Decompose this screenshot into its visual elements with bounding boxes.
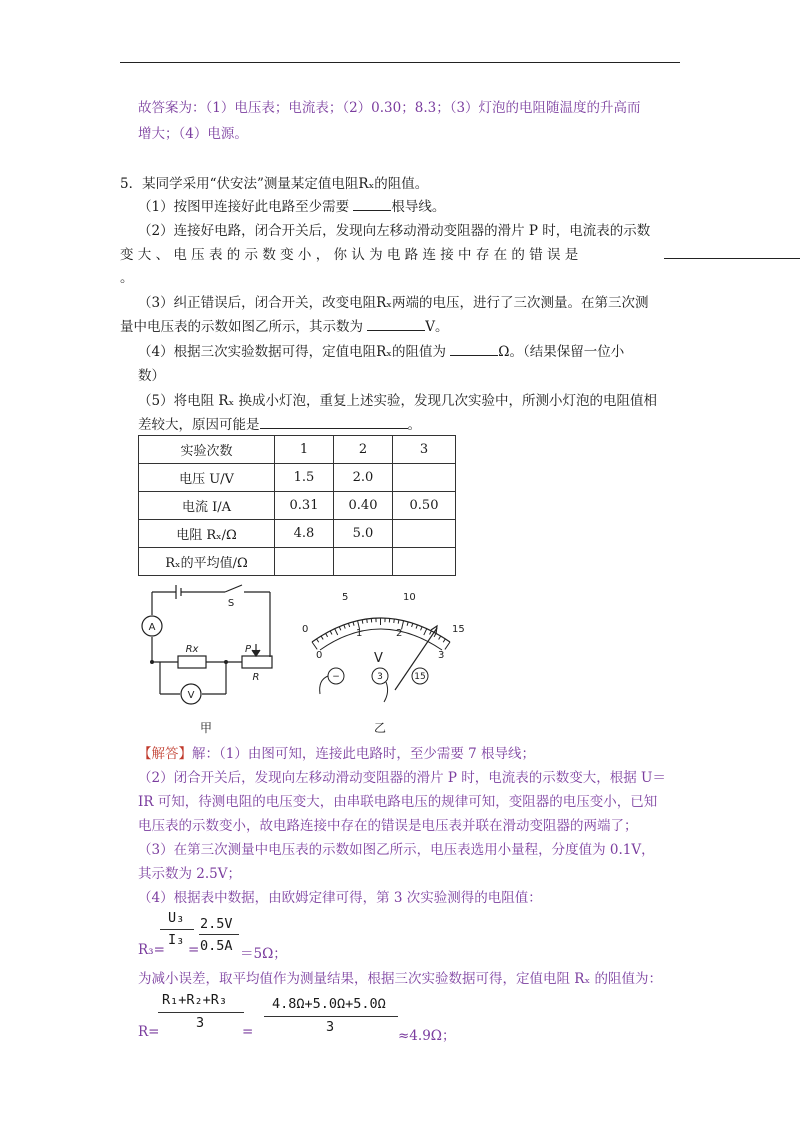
answer-line-6: 其示数为 2.5V；	[138, 866, 242, 882]
formula2-den2: 3	[326, 1019, 335, 1035]
dial-tick	[398, 620, 399, 624]
dial-tick	[312, 642, 317, 649]
terminal-3-label: 3	[377, 672, 383, 682]
formula1-lhs: R₃=	[138, 942, 165, 958]
question-stem: 5．某同学采用“伏安法”测量某定值电阻Rₓ的阻值。	[120, 176, 429, 192]
table-cell: 电流 I/A	[139, 492, 275, 520]
voltmeter-dial	[290, 584, 470, 740]
table-cell: 0.40	[334, 492, 393, 520]
dial-tick	[317, 639, 319, 642]
table-cell: 电压 U/V	[139, 464, 275, 492]
formula1-num1: U₃	[168, 910, 185, 926]
formula1-num2: 2.5V	[200, 916, 233, 932]
rx-resistor	[178, 656, 206, 668]
answer-blank-5[interactable]	[260, 416, 408, 429]
formula1-eq: =	[188, 942, 200, 958]
table-cell: 0.31	[275, 492, 334, 520]
table-cell: 0.50	[393, 492, 456, 520]
terminal-15-label: 15	[414, 672, 426, 682]
table-cell: 电阻 Rₓ/Ω	[139, 520, 275, 548]
table-row	[139, 548, 456, 576]
answer-line-7: （4）根据表中数据，由欧姆定律可得，第 3 次实验测得的电阻值：	[138, 890, 542, 906]
answer-blank-3[interactable]	[367, 318, 425, 331]
formula2-bar1	[158, 1012, 244, 1013]
formula2-bar2	[264, 1016, 398, 1017]
circuit-caption: 甲	[199, 721, 213, 735]
table-cell	[275, 548, 334, 576]
table-cell	[334, 548, 393, 576]
terminal-negative-label: −	[332, 672, 340, 682]
answer-line-1: 【解答】解：（1）由图可知，连接此电路时，至少需要 7 根导线；	[138, 746, 536, 762]
ammeter-label: A	[148, 622, 156, 633]
dial-tick	[412, 623, 413, 627]
dial-outer-10: 10	[403, 592, 416, 603]
answer-line-8: 为减小误差，取平均值作为测量结果，根据三次实验数据可得，定值电阻 Rₓ 的阻值为：	[138, 971, 662, 987]
question-part-2-end: 。	[120, 270, 134, 286]
dial-tick	[443, 639, 445, 642]
dial-tick	[424, 629, 427, 635]
formula1-den2: 0.5A	[200, 938, 233, 954]
table-row	[139, 492, 456, 520]
dial-inner-0: 0	[316, 650, 323, 661]
formula2-lhs: R=	[138, 1024, 160, 1040]
dial-tick	[430, 631, 432, 635]
table-cell: 3	[393, 436, 456, 464]
rheostat	[242, 656, 272, 668]
rx-label: Rx	[185, 644, 199, 655]
table-cell: 4.8	[275, 520, 334, 548]
table-cell: 实验次数	[139, 436, 275, 464]
table-cell	[393, 520, 456, 548]
dial-tick	[421, 627, 423, 631]
table-row	[139, 464, 456, 492]
answer-blank-4[interactable]	[450, 343, 498, 356]
formula2-num1: R₁+R₂+R₃	[162, 992, 228, 1008]
dial-tick	[394, 619, 395, 623]
data-table	[138, 435, 456, 576]
answer-blank-2[interactable]	[664, 246, 800, 259]
table-cell: Rₓ的平均值/Ω	[139, 548, 275, 576]
p-label: P	[244, 644, 252, 655]
question-part-4-line1: （4）根据三次实验数据可得，定值电阻Rₓ的阻值为 Ω。（结果保留一位小	[138, 344, 625, 360]
table-header-row	[139, 436, 456, 464]
answer-line-3: IR 可知，待测电阻的电压变大，由串联电路电压的规律可知，变阻器的电压变小，已知	[138, 794, 658, 810]
dial-tick	[326, 633, 328, 636]
dial-inner-2: 2	[396, 628, 403, 639]
table-cell	[393, 464, 456, 492]
dial-outer-15: 15	[452, 624, 465, 635]
formula2-rhs: ≈4.9Ω；	[398, 1028, 456, 1044]
dial-inner-3: 3	[438, 650, 445, 661]
dial-tick	[344, 625, 345, 629]
formula1-bar2	[199, 934, 239, 935]
prev-answer-line1: 故答案为：（1）电压表；电流表；（2）0.30；8.3；（3）灯泡的电阻随温度的升高而	[138, 100, 641, 116]
dial-tick	[367, 619, 368, 623]
formula2-num2: 4.8Ω+5.0Ω+5.0Ω	[272, 996, 386, 1012]
question-part-5-line2: 差较大，原因可能是 。	[138, 417, 421, 433]
answer-line-2: （2）闭合开关后，发现向左移动滑动变阻器的滑片 P 时，电流表的示数变大，根据 U＝	[138, 770, 666, 786]
table-row	[139, 520, 456, 548]
formula1-rhs: ＝5Ω；	[240, 946, 287, 962]
table-cell: 2.0	[334, 464, 393, 492]
answer-blank-1[interactable]	[353, 198, 391, 211]
dial-outer-0: 0	[302, 624, 309, 635]
table-cell	[393, 548, 456, 576]
table-cell: 1	[275, 436, 334, 464]
question-part-5-line1: （5）将电阻 Rₓ 换成小灯泡，重复上述实验，发现几次实验中，所测小灯泡的电阻值相	[138, 393, 658, 409]
answer-line-4: 电压表的示数变小，故电路连接中存在的错误是电压表并联在滑动变阻器的两端了；	[138, 818, 638, 834]
question-part-2-line1: （2）连接好电路，闭合开关后，发现向左移动滑动变阻器的滑片 P 时，电流表的示数	[138, 223, 651, 239]
question-part-3-line2: 量中电压表的示数如图乙所示，其示数为 V。	[120, 319, 449, 335]
circuit-diagram	[130, 582, 290, 742]
dial-tick	[362, 620, 363, 624]
formula1-den1: I₃	[168, 932, 185, 948]
dial-unit: V	[374, 651, 383, 666]
dial-tick	[335, 629, 338, 635]
dial-tick	[321, 636, 323, 639]
prev-answer-line2: 增大；（4）电源。	[138, 126, 248, 142]
dial-tick	[339, 627, 341, 631]
table-cell: 5.0	[334, 520, 393, 548]
header-rule	[120, 62, 680, 63]
formula2-eq: =	[242, 1024, 254, 1040]
dial-tick	[445, 642, 450, 649]
question-part-2-line2: 变 大 、 电 压 表 的 示 数 变 小 ， 你 认 为 电 路 连 接 中 存 在 的 错 误 是	[120, 247, 579, 263]
voltmeter-label: V	[187, 690, 195, 701]
table-cell: 2	[334, 436, 393, 464]
question-part-1: （1）按图甲连接好此电路至少需要 根导线。	[138, 199, 446, 215]
table-cell: 1.5	[275, 464, 334, 492]
dial-tick	[416, 625, 417, 629]
dial-tick	[348, 623, 349, 627]
dial-tick	[330, 631, 332, 635]
question-part-4-line2: 数）	[138, 368, 165, 384]
meter-caption: 乙	[373, 721, 387, 735]
formula1-bar1	[160, 929, 194, 930]
dial-inner-1: 1	[356, 628, 363, 639]
switch-label: S	[227, 598, 235, 609]
r-label: R	[252, 672, 260, 683]
dial-outer-5: 5	[342, 592, 349, 603]
question-part-3-line1: （3）纠正错误后，闭合开关，改变电阻Rₓ两端的电压，进行了三次测量。在第三次测	[138, 295, 649, 311]
switch-blade	[225, 585, 242, 592]
dial-tick	[353, 622, 354, 626]
dial-tick	[439, 636, 441, 639]
dial-tick	[407, 622, 408, 626]
answer-line-5: （3）在第三次测量中电压表的示数如图乙所示，电压表选用小量程，分度值为 0.1V，	[138, 842, 655, 858]
formula2-den1: 3	[196, 1015, 205, 1031]
